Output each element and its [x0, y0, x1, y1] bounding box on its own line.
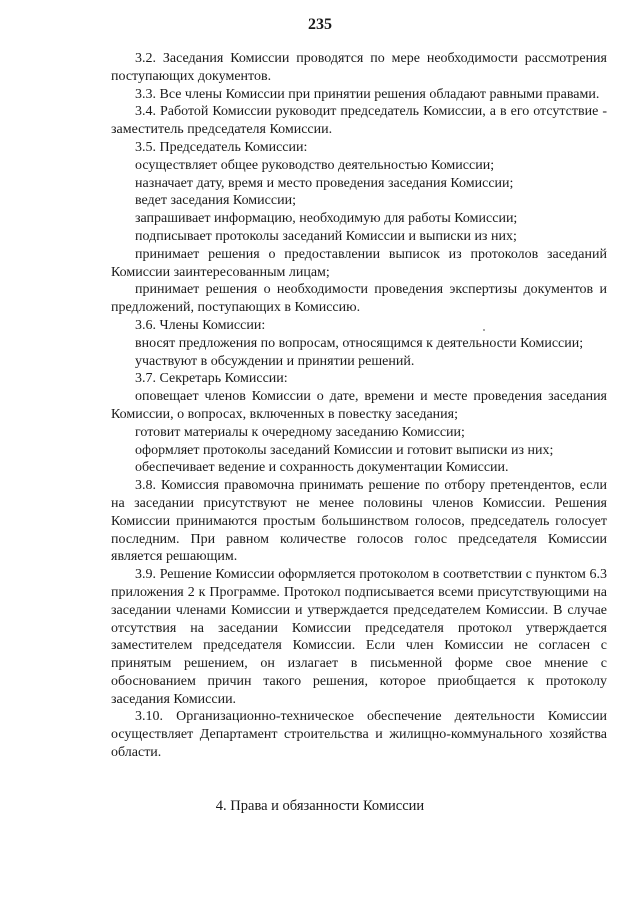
paragraph: 3.5. Председатель Комиссии: — [135, 139, 308, 155]
list-item: готовит материалы к очередному заседанию Комиссии; — [135, 424, 465, 440]
list-item: назначает дату, время и место проведения заседания Комиссии; — [135, 175, 514, 191]
list-item: принимает решения о предоставлении выписок из протоколов заседаний Комиссии заинтересованным лицам; — [111, 246, 607, 280]
paragraph: 3.8. Комиссия правомочна принимать решение по отбору претендентов, если на заседании присутствуют не менее половины членов Комиссии. Решения Комиссии принимаются простым большинством голосов, председатель голосует последним. При равном количестве голосов голос председателя Комиссии является решающим. — [111, 478, 607, 565]
list-item: осуществляет общее руководство деятельностью Комиссии; — [135, 157, 495, 173]
paragraph: 3.7. Секретарь Комиссии: — [135, 371, 288, 387]
paragraph: 3.9. Решение Комиссии оформляется протоколом в соответствии с пунктом 6.3 приложения 2 к Программе. Протокол подписывается всеми присутствующими на заседании членами Комиссии и утверждается председателем Комиссии. В случае отсутствия на заседании Комиссии председателя протокол утверждается заместителем председателя Комиссии. Если член Комиссии не согласен с принятым решением, он излагает в письменной форме свое мнение с обоснованием причин такого решения, которое приобщается к протоколу заседания Комиссии. — [111, 567, 607, 707]
list-item: обеспечивает ведение и сохранность документации Комиссии. — [135, 460, 509, 476]
paragraph: 3.4. Работой Комиссии руководит председатель Комиссии, а в его отсутствие - заместитель председателя Комиссии. — [111, 104, 607, 138]
list-item: запрашивает информацию, необходимую для работы Комиссии; — [135, 211, 518, 227]
paragraph: 3.10. Организационно-техническое обеспечение деятельности Комиссии осуществляет Департамент строительства и жилищно-коммунального хозяйства области. — [111, 709, 607, 761]
paragraph: 3.2. Заседания Комиссии проводятся по мере необходимости рассмотрения поступающих документов. — [111, 51, 607, 84]
list-item: ведет заседания Комиссии; — [135, 193, 296, 209]
paragraph: 3.3. Все члены Комиссии при принятии решения обладают равными правами. — [135, 86, 600, 102]
list-item: вносят предложения по вопросам, относящимся к деятельности Комиссии; — [135, 335, 584, 351]
list-item: подписывает протоколы заседаний Комиссии и выписки из них; — [135, 228, 517, 244]
document-body — [111, 50, 607, 762]
paragraph: 3.6. Члены Комиссии: — [135, 317, 266, 333]
list-item: участвуют в обсуждении и принятии решений. — [135, 353, 415, 369]
scan-speck — [483, 329, 485, 331]
list-item: принимает решения о необходимости проведения экспертизы документов и предложений, поступающих в Комиссию. — [111, 282, 607, 316]
list-item: оповещает членов Комиссии о дате, времени и месте проведения заседания Комиссии, о вопросах, включенных в повестку заседания; — [111, 389, 607, 422]
list-item: оформляет протоколы заседаний Комиссии и готовит выписки из них; — [135, 442, 554, 458]
page-number: 235 — [308, 16, 332, 33]
section-heading: 4. Права и обязанности Комиссии — [215, 798, 425, 814]
